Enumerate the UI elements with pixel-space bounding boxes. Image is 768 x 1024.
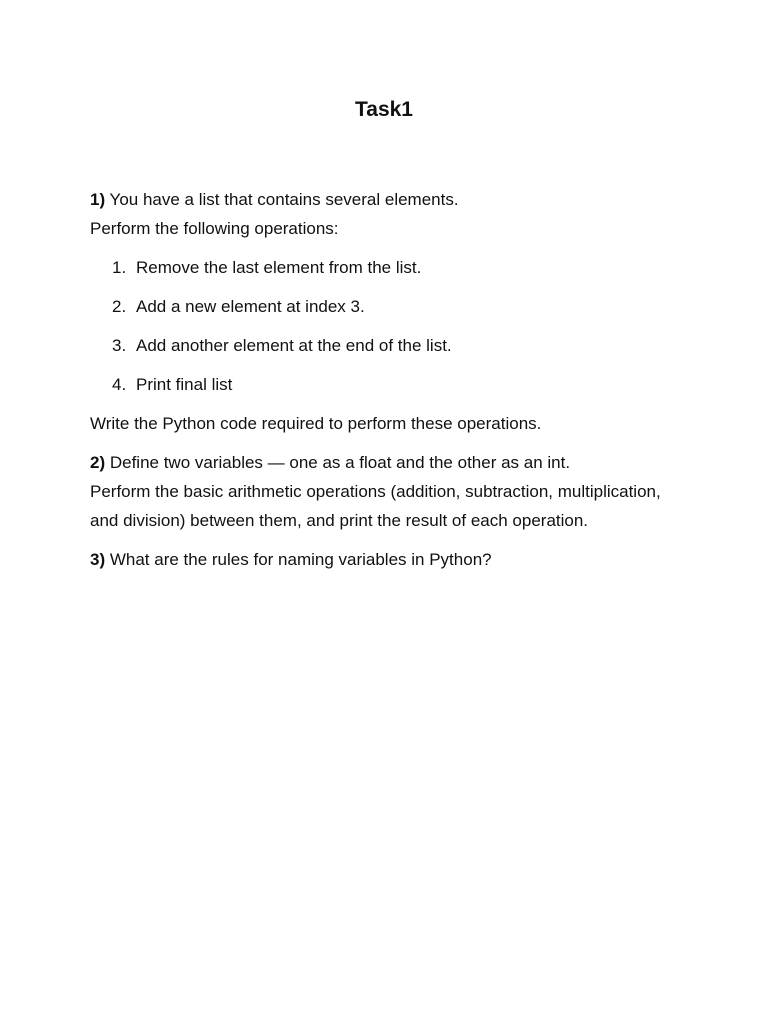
question-1-number: 1) [90,190,106,209]
list-item [90,370,690,399]
list-item-marker: 2. [112,297,127,316]
question-1-steps [90,253,690,399]
question-2-line1: Define two variables — one as a float and the other as an int. [105,453,571,472]
question-2-intro [90,448,690,477]
question-1 [90,185,690,243]
list-item-marker: 1. [112,258,127,277]
list-item-text: Add another element at the end of the list. [136,336,452,355]
question-1-intro [90,185,690,214]
question-1-closing: Write the Python code required to perform these operations. [90,414,542,433]
list-item-marker: 4. [112,375,127,394]
question-3-number: 3) [90,550,106,569]
list-item-marker: 3. [112,336,127,355]
list-item-text: Print final list [136,375,233,394]
page-title: Task1 [355,98,413,121]
question-1-instruction: Perform the following operations: [90,219,339,238]
question-1-line1: You have a list that contains several elements. [105,190,459,209]
question-3 [90,545,690,574]
question-2 [90,448,690,535]
question-2-body: Perform the basic arithmetic operations (addition, subtraction, multiplication, and division) between them, and print the result of each operation. [90,482,661,530]
list-item [90,253,690,282]
document-body [90,185,690,584]
list-item [90,292,690,321]
list-item [90,331,690,360]
list-item-text: Remove the last element from the list. [136,258,422,277]
question-2-number: 2) [90,453,106,472]
list-item-text: Add a new element at index 3. [136,297,365,316]
question-3-text: What are the rules for naming variables in Python? [105,550,492,569]
